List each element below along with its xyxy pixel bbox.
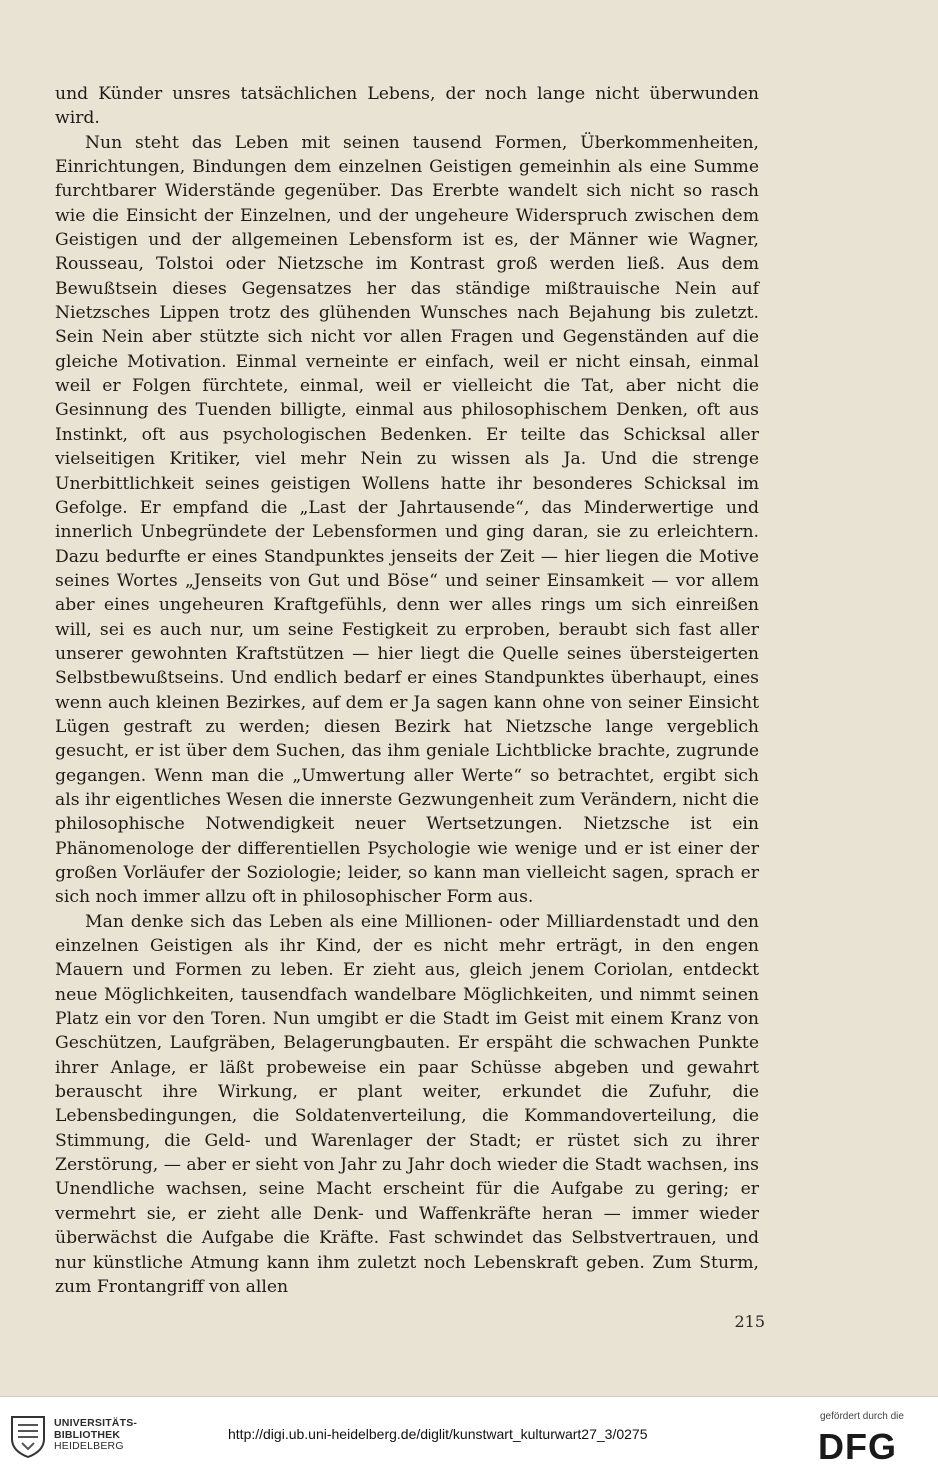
footer-bar <box>0 1396 938 1475</box>
library-name-line2: BIBLIOTHEK <box>54 1428 121 1441</box>
body-text <box>55 82 759 1299</box>
dfg-logo: DFG <box>818 1426 897 1467</box>
library-name-line1: UNIVERSITÄTS- <box>54 1417 138 1429</box>
funder-caption: gefördert durch die <box>820 1411 904 1422</box>
page-number: 215 <box>734 1312 765 1331</box>
library-name-line3: HEIDELBERG <box>54 1440 124 1452</box>
paragraph-3: Man denke sich das Leben als eine Millionen- oder Milliardenstadt und den einzelnen Geistigen als ihr Kind, der es nicht mehr erträgt, in den engen Mauern und Formen zu leben. Er zieht aus, gleich jenem Coriolan, entdeckt neue Möglichkeiten, tausendfach wandelbare Möglichkeiten, und nimmt seinen Platz ein vor den Toren. Nun umgibt er die Stadt im Geist mit einem Kranz von Geschützen, Laufgräben, Belagerungbauten. Er erspäht die schwachen Punkte ihrer Anlage, er läßt probeweise ein paar Schüsse abgeben und gewahrt berauscht ihre Wirkung, er plant weiter, erkundet die Zufuhr, die Lebensbedingungen, die Soldatenverteilung, die Kommandoverteilung, die Stimmung, die Geld- und Warenlager der Stadt; er rüstet sich zu ihrer Zerstörung, — aber er sieht von Jahr zu Jahr doch wieder die Stadt wachsen, ins Unendliche wachsen, seine Macht erscheint für die Aufgabe zu gering; er vermehrt sie, er zieht alle Denk- und Waffenkräfte heran — immer wieder überwächst die Aufgabe die Kräfte. Fast schwindet das Selbstvertrauen, und nur künstliche Atmung kann ihm zuletzt noch Lebenskraft geben. Zum Sturm, zum Frontangriff von allen <box>55 911 759 1297</box>
permalink-url[interactable]: http://digi.ub.uni-heidelberg.de/diglit/kunstwart_kulturwart27_3/0275 <box>228 1426 648 1442</box>
library-name <box>54 1418 137 1453</box>
university-seal-icon <box>8 1413 48 1459</box>
paragraph-1: und Künder unsres tatsächlichen Lebens, der noch lange nicht überwunden wird. <box>55 84 759 129</box>
paragraph-2: Nun steht das Leben mit seinen tausend Formen, Überkommenheiten, Einrichtungen, Bindungen dem einzelnen Geistigen gemeinhin als eine Summe furchtbarer Widerstände gegenüber. Das Ererbte wandelt sich nicht so rasch wie die Einsicht der Einzelnen, und der ungeheure Widerspruch zwischen dem Geistigen und der allgemeinen Lebensform ist es, der Männer wie Wagner, Rousseau, Tolstoi oder Nietzsche im Kontrast groß werden ließ. Aus dem Bewußtsein dieses Gegensatzes her das ständige mißtrauische Nein auf Nietzsches Lippen trotz des glühenden Wunsches nach Bejahung bis zuletzt. Sein Nein aber stützte sich nicht vor allen Fragen und Gegenständen auf die gleiche Motivation. Einmal verneinte er einfach, weil er nicht einsah, einmal weil er Folgen fürchtete, einmal, weil er vielleicht die Tat, aber nicht die Gesinnung des Tuenden billigte, einmal aus philosophischem Denken, oft aus Instinkt, oft aus psychologischen Bedenken. Er teilte das Schicksal aller vielseitigen Kritiker, viel mehr Nein zu wissen als Ja. Und die strenge Unerbittlichkeit seines geistigen Wollens hatte ihr besonderes Schicksal im Gefolge. Er empfand die „Last der Jahrtausende“, das Minderwertige und innerlich Unbegründete der Lebensformen und ging daran, sie zu erleichtern. Dazu bedurfte er eines Standpunktes jenseits der Zeit — hier liegen die Motive seines Wortes „Jenseits von Gut und Böse“ und seiner Einsamkeit — vor allem aber eines ungeheuren Kraftgefühls, denn wer alles rings um sich einreißen will, sei es auch nur, um seine Festigkeit zu erproben, beraubt sich fast aller unserer gewohnten Kraftstützen — hier liegt die Quelle seines übersteigerten Selbstbewußtseins. Und endlich bedarf er eines Standpunktes überhaupt, eines wenn auch kleinen Bezirkes, auf dem er Ja sagen kann ohne von seiner Einsicht Lügen gestraft zu werden; diesen Bezirk hat Nietzsche lange vergeblich gesucht, er ist über dem Suchen, das ihm geniale Lichtblicke brachte, zugrunde gegangen. Wenn man die „Umwertung aller Werte“ so betrachtet, ergibt sich als ihr eigentliches Wesen die innerste Gezwungenheit zum Verändern, nicht die philosophische Notwendigkeit neuer Wertsetzungen. Nietzsche ist ein Phänomenologe der differentiellen Psychologie wie wenige und er ist einer der großen Vorläufer der Soziologie; leider, so kann man vielleicht sagen, sprach er sich noch immer allzu oft in philosophischer Form aus. <box>55 132 759 908</box>
